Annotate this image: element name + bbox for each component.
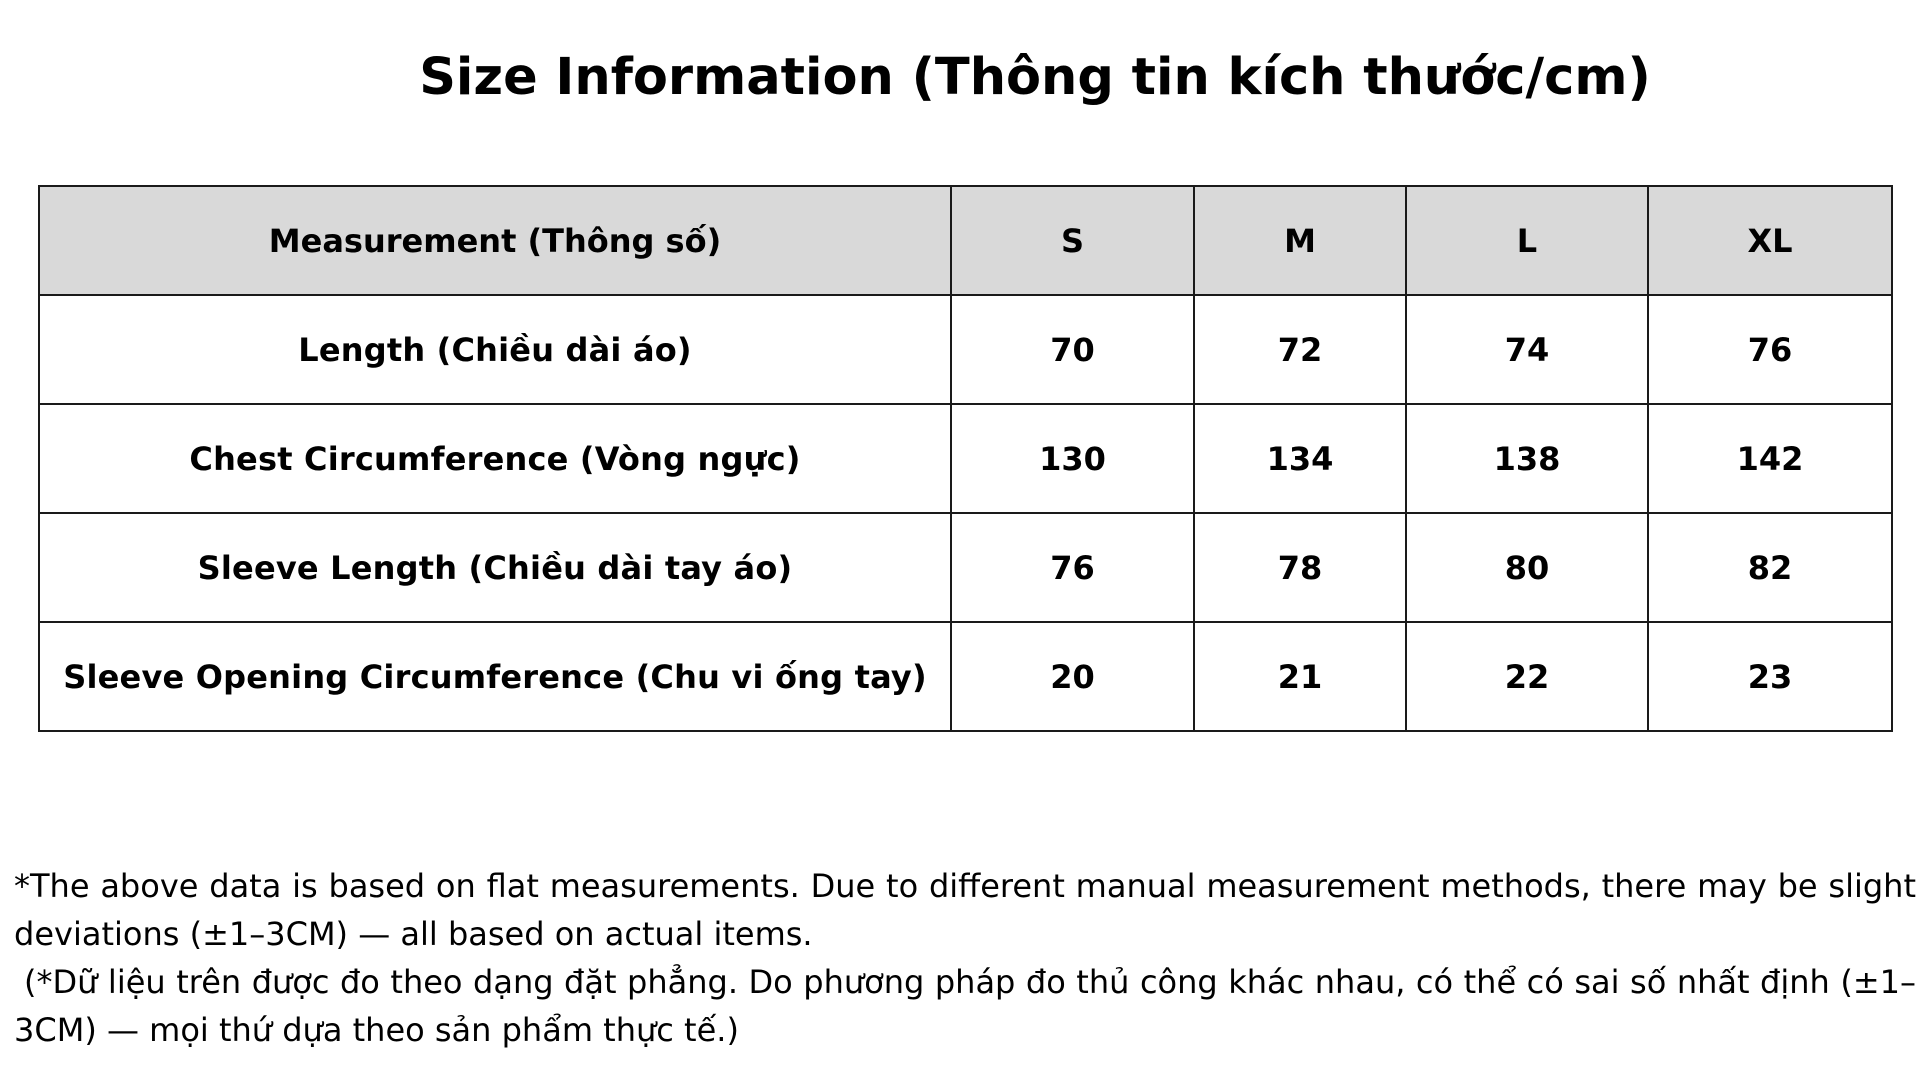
note-vietnamese: (*Dữ liệu trên được đo theo dạng đặt phẳng. Do phương pháp đo thủ công khác nhau, có thể có sai số nhất định (±1–3CM) — mọi thứ dựa theo sản phẩm thực tế.) bbox=[14, 963, 1916, 1049]
note-english: *The above data is based on flat measurements. Due to different manual measurement methods, there may be slight deviations (±1–3CM) — all based on actual items. bbox=[14, 867, 1916, 953]
cell-length-m: 72 bbox=[1194, 295, 1406, 404]
row-label-sleeve-length: Sleeve Length (Chiều dài tay áo) bbox=[39, 513, 951, 622]
header-size-xl: XL bbox=[1648, 186, 1892, 295]
table-header-row bbox=[39, 186, 1892, 295]
cell-sleeve-opening-xl: 23 bbox=[1648, 622, 1892, 731]
size-table bbox=[38, 185, 1893, 732]
header-size-s: S bbox=[951, 186, 1194, 295]
measurement-note bbox=[14, 862, 1916, 1054]
cell-length-s: 70 bbox=[951, 295, 1194, 404]
cell-sleeve-length-xl: 82 bbox=[1648, 513, 1892, 622]
cell-length-xl: 76 bbox=[1648, 295, 1892, 404]
table-row-length bbox=[39, 295, 1892, 404]
table-row-sleeve-length bbox=[39, 513, 1892, 622]
header-measurement: Measurement (Thông số) bbox=[39, 186, 951, 295]
cell-sleeve-length-l: 80 bbox=[1406, 513, 1648, 622]
cell-chest-l: 138 bbox=[1406, 404, 1648, 513]
table-row-chest bbox=[39, 404, 1892, 513]
cell-length-l: 74 bbox=[1406, 295, 1648, 404]
table-row-sleeve-opening bbox=[39, 622, 1892, 731]
cell-sleeve-length-m: 78 bbox=[1194, 513, 1406, 622]
cell-sleeve-opening-s: 20 bbox=[951, 622, 1194, 731]
cell-chest-m: 134 bbox=[1194, 404, 1406, 513]
page-title: Size Information (Thông tin kích thước/cm) bbox=[419, 48, 1651, 107]
header-size-m: M bbox=[1194, 186, 1406, 295]
row-label-chest: Chest Circumference (Vòng ngực) bbox=[39, 404, 951, 513]
row-label-length: Length (Chiều dài áo) bbox=[39, 295, 951, 404]
cell-chest-s: 130 bbox=[951, 404, 1194, 513]
row-label-sleeve-opening: Sleeve Opening Circumference (Chu vi ống tay) bbox=[39, 622, 951, 731]
cell-sleeve-opening-l: 22 bbox=[1406, 622, 1648, 731]
header-size-l: L bbox=[1406, 186, 1648, 295]
cell-sleeve-length-s: 76 bbox=[951, 513, 1194, 622]
cell-sleeve-opening-m: 21 bbox=[1194, 622, 1406, 731]
cell-chest-xl: 142 bbox=[1648, 404, 1892, 513]
